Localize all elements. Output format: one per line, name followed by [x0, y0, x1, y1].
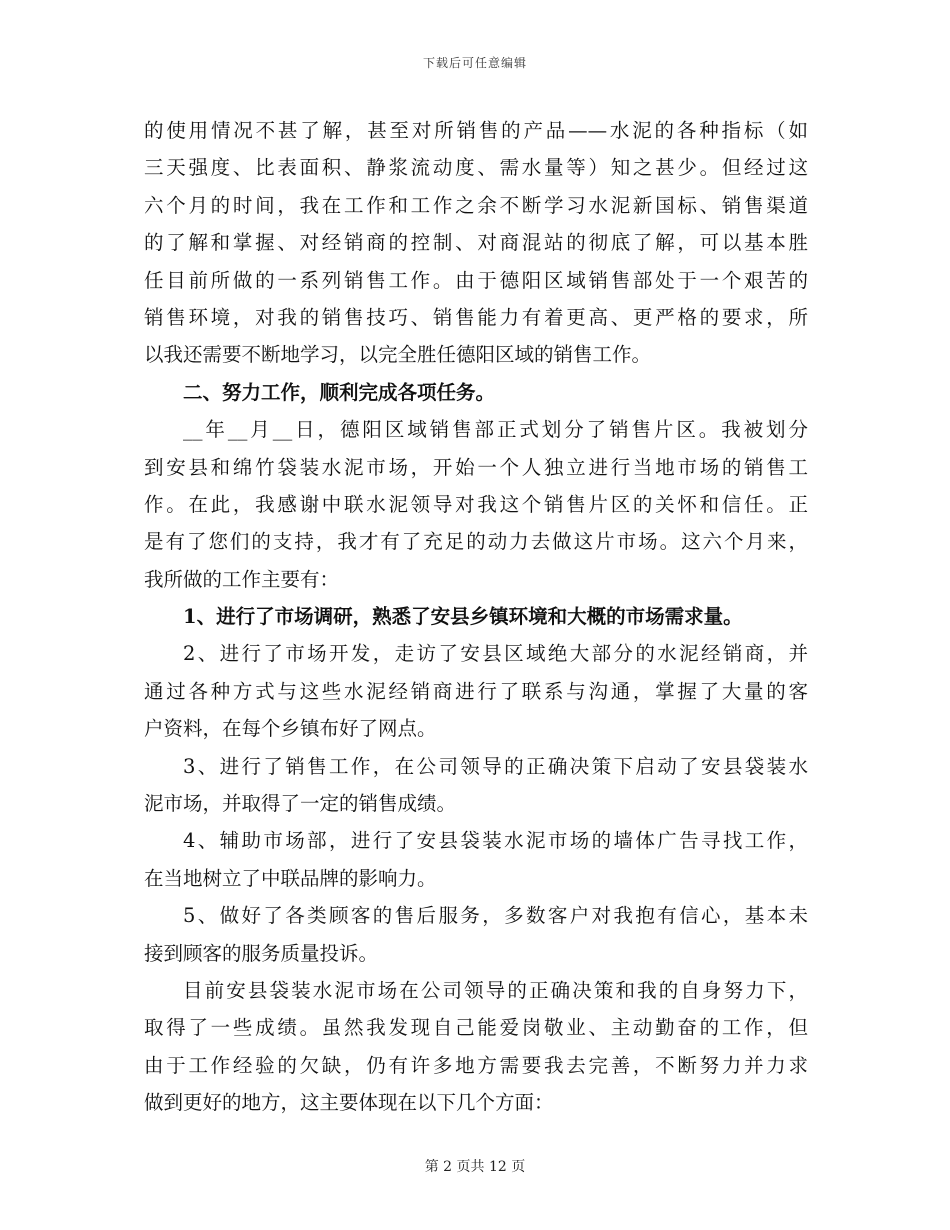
text-line: 目前安县袋装水泥市场在公司领导的正确决策和我的自身努力下，	[183, 978, 808, 1002]
text-line: 的使用情况不甚了解，甚至对所销售的产品——水泥的各种指标（如	[144, 119, 808, 142]
text-line: 我所做的工作主要有：	[144, 567, 340, 591]
text-line: 六个月的时间，我在工作和工作之余不断学习水泥新国标、销售渠道	[144, 193, 808, 217]
list-item-3: 3、进行了销售工作，在公司领导的正确决策下启动了安县袋装水	[183, 754, 808, 778]
text-line: 泥市场，并取得了一定的销售成绩。	[144, 792, 457, 816]
list-item-4: 4、辅助市场部，进行了安县袋装水泥市场的墙体广告寻找工作，	[183, 829, 808, 853]
text-line: 任目前所做的一系列销售工作。由于德阳区域销售部处于一个艰苦的	[144, 268, 808, 292]
section-heading: 二、努力工作，顺利完成各项任务。	[183, 380, 496, 404]
text-line: 通过各种方式与这些水泥经销商进行了联系与沟通，掌握了大量的客	[144, 679, 808, 703]
text-line: 以我还需要不断地学习，以完全胜任德阳区域的销售工作。	[144, 343, 652, 367]
text-line: 作。在此，我感谢中联水泥领导对我这个销售片区的关怀和信任。正	[144, 492, 808, 516]
document-body	[144, 112, 808, 1122]
text-line: 三天强度、比表面积、静浆流动度、需水量等）知之甚少。但经过这	[144, 156, 808, 180]
text-line: 做到更好的地方，这主要体现在以下几个方面：	[144, 1091, 554, 1115]
text-line: 销售环境，对我的销售技巧、销售能力有着更高、更严格的要求，所	[144, 305, 808, 329]
text-line: 户资料，在每个乡镇布好了网点。	[144, 717, 437, 741]
text-line: 取得了一些成绩。虽然我发现自己能爱岗敬业、主动勤奋的工作，但	[144, 1016, 808, 1040]
text-line: 由于工作经验的欠缺，仍有许多地方需要我去完善，不断努力并力求	[144, 1053, 808, 1077]
text-line: 在当地树立了中联品牌的影响力。	[144, 866, 437, 890]
list-item-5: 5、做好了各类顾客的售后服务，多数客户对我抱有信心，基本未	[183, 904, 808, 928]
text-line: __年__月__日，德阳区域销售部正式划分了销售片区。我被划分	[183, 418, 808, 442]
page-footer: 第 2 页共 12 页	[424, 1159, 526, 1175]
page-header: 下载后可任意编辑	[422, 56, 527, 70]
text-line: 到安县和绵竹袋装水泥市场，开始一个人独立进行当地市场的销售工	[144, 455, 808, 479]
text-line: 的了解和掌握、对经销商的控制、对商混站的彻底了解，可以基本胜	[144, 231, 808, 255]
text-line: 是有了您们的支持，我才有了充足的动力去做这片市场。这六个月来，	[144, 530, 808, 554]
list-item-2: 2、进行了市场开发，走访了安县区域绝大部分的水泥经销商，并	[183, 642, 808, 666]
text-line: 接到顾客的服务质量投诉。	[144, 941, 379, 965]
list-item-1: 1、进行了市场调研，熟悉了安县乡镇环境和大概的市场需求量。	[183, 605, 743, 629]
